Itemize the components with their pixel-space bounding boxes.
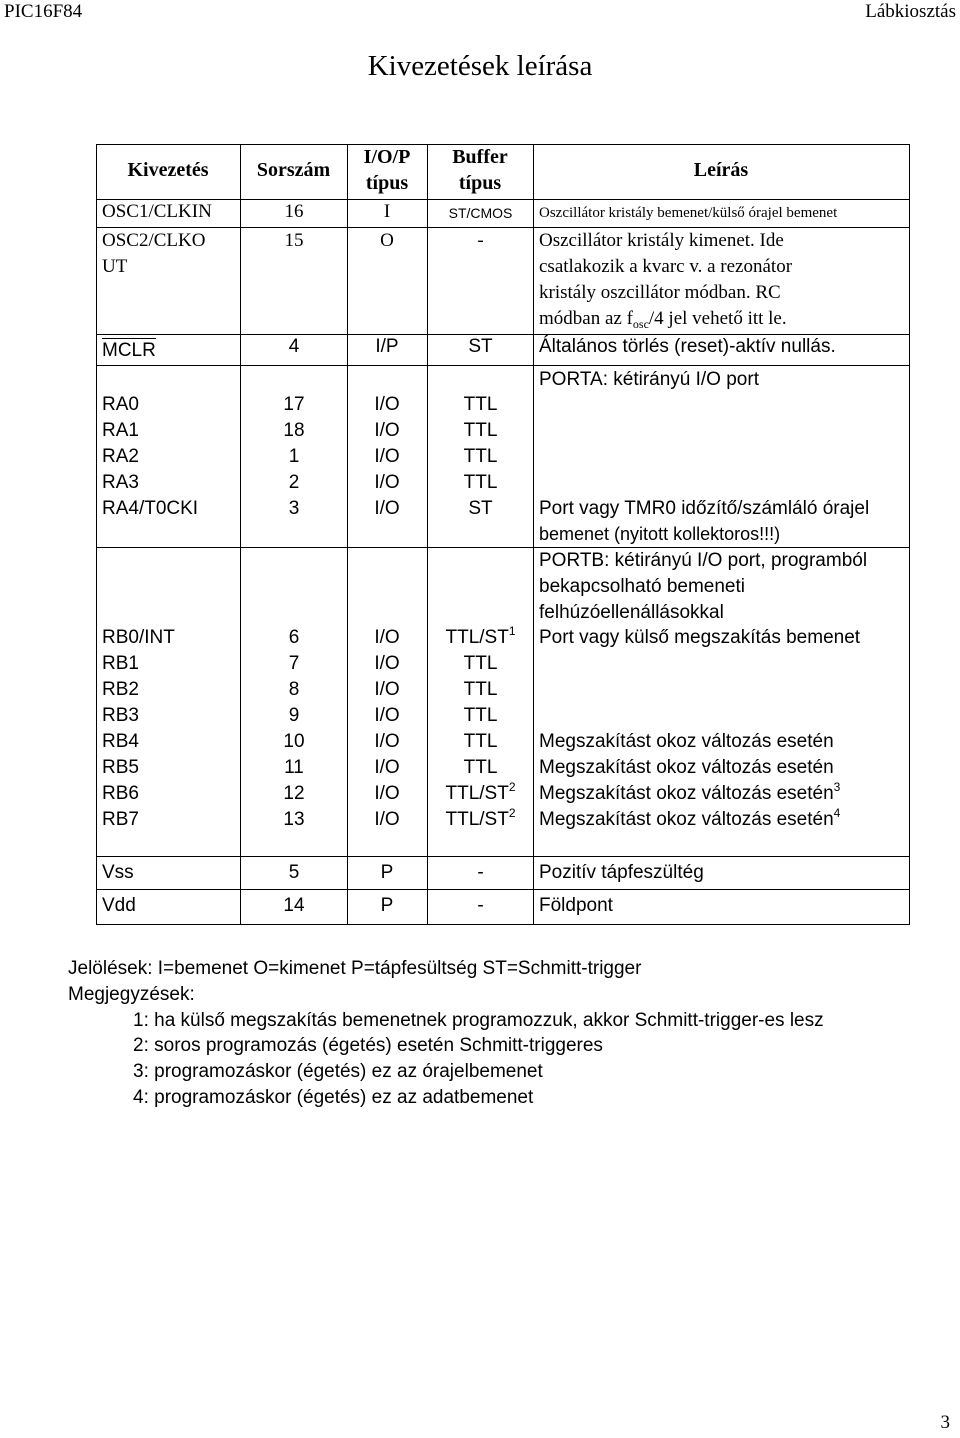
portb-num: 8 [288,679,300,700]
portb-desc-line3: felhúzóellenállásokkal [539,602,724,623]
porta-buffer: TTL [463,394,498,415]
osc1-desc: Oszcillátor kristály bemenet/külső órajel bemenet [539,205,838,221]
portb-buffer: TTL [463,679,498,700]
table-border-right [909,144,910,925]
note-item: 2: soros programozás (égetés) esetén Schmitt-triggeres [133,1035,603,1057]
portb-pin: RB7 [102,809,139,830]
portb-desc-footnote-mark: 3 [833,780,841,794]
porta-pin: RA2 [102,446,139,467]
portb-io: I/O [374,705,400,726]
portb-io: I/O [374,627,400,648]
legend-text: Jelölések: I=bemenet O=kimenet P=tápfesültség ST=Schmitt-trigger [68,958,642,979]
col-header-pin: Kivezetés [127,159,209,181]
col-header-io-line1: I/O/P [363,146,411,168]
row-separator [96,365,910,366]
notes-heading: Megjegyzések: [68,983,195,1005]
col-header-number: Sorszám [256,159,331,181]
portb-pin: RB3 [102,705,139,726]
portb-io: I/O [374,757,400,778]
portb-buffer-footnote-mark: 2 [508,806,516,820]
row-separator [96,144,910,145]
portb-num: 9 [288,705,300,726]
page-number: 3 [940,1412,950,1433]
portb-desc: Megszakítást okoz változás esetén [539,757,834,778]
vss-desc: Pozitív tápfeszültég [539,862,704,883]
porta-pin: RA3 [102,472,139,493]
porta-io: I/O [374,394,400,415]
porta-buffer: TTL [463,472,498,493]
osc2-desc-line2: csatlakozik a kvarc v. a rezonátor [539,256,793,277]
osc2-desc-line4: módban az $f_{osc}/4$ jel vehető itt le. [539,308,787,331]
porta-num: 2 [288,472,300,493]
col-header-buffer-line2: típus [458,172,502,194]
portb-num: 13 [283,809,305,830]
portb-pin: RB1 [102,653,139,674]
portb-pin: RB6 [102,783,139,804]
row-separator [96,924,910,925]
col-header-description: Leírás [693,159,749,181]
row-separator [96,856,910,857]
portb-desc-line2: bekapcsolható bemeneti [539,576,745,597]
vdd-io: P [380,895,394,916]
porta-buffer: TTL [463,446,498,467]
osc2-pin-line1: OSC2/CLKO [102,230,206,251]
portb-desc: Port vagy külső megszakítás bemenet [539,627,861,648]
row-separator [96,227,910,228]
porta-pin: RA1 [102,420,139,441]
mclr-buffer: ST [468,336,493,357]
note-item: 4: programozáskor (égetés) ez az adatbemenet [133,1086,534,1108]
mclr-pin: MCLR [102,340,156,361]
vss-buffer: - [477,862,484,883]
portb-num: 12 [283,783,305,804]
vdd-num: 14 [283,895,305,916]
row-separator [96,199,910,200]
porta-buffer: TTL [463,420,498,441]
notes-section [68,956,824,1111]
portb-buffer: TTL [463,653,498,674]
osc2-buffer: - [477,230,484,251]
portb-pin: RB0/INT [102,627,175,648]
portb-num: 7 [288,653,300,674]
note-item: 1: ha külső megszakítás bemenetnek programozzuk, akkor Schmitt-trigger-es lesz [133,1009,824,1031]
porta-buffer: ST [468,498,493,519]
vdd-pin: Vdd [102,895,136,916]
portb-buffer: TTL/$ST^2$ [445,780,516,804]
porta-io: I/O [374,446,400,467]
porta-io: I/O [374,420,400,441]
vdd-buffer: - [477,895,484,916]
porta-desc: PORTA: kétirányú I/O port [539,369,759,390]
osc2-desc-line3: kristály oszcillátor módban. RC [539,282,781,303]
osc1-buffer: ST/CMOS [448,205,513,221]
portb-buffer: TTL/$ST^2$ [445,806,516,830]
portb-io: I/O [374,653,400,674]
portb-io: I/O [374,731,400,752]
row-separator [96,334,910,335]
header-left: PIC16F84 [4,1,83,22]
osc2-desc-line1: Oszcillátor kristály kimenet. Ide [539,230,784,251]
portb-buffer-footnote-mark: 2 [508,780,516,794]
mclr-num: 4 [288,336,300,357]
row-separator [96,547,910,548]
osc1-num: 16 [284,201,304,222]
porta-num: 3 [288,498,300,519]
portb-num: 6 [288,627,300,648]
header-right: Lábkiosztás [865,1,956,22]
portb-desc: Megszakítást okoz változás esetén$^3$ [539,780,841,804]
col-header-io-line2: típus [365,172,409,194]
col-header-buffer-line1: Buffer [452,146,508,168]
vdd-desc: Földpont [539,895,613,916]
vss-io: P [380,862,394,883]
portb-io: I/O [374,783,400,804]
col-separator [240,144,241,925]
mclr-io: I/P [375,336,399,357]
osc2-io: O [380,230,394,251]
table-border-left [96,144,97,925]
note-item: 3: programozáskor (égetés) ez az órajelbemenet [133,1061,543,1083]
vss-pin: Vss [102,862,134,883]
portb-buffer: TTL [463,705,498,726]
portb-buffer: TTL/$ST^1$ [445,624,516,648]
portb-desc: Megszakítást okoz változás esetén$^4$ [539,806,841,830]
col-separator [347,144,348,925]
porta-num: 18 [283,420,305,441]
porta-num: 1 [288,446,300,467]
portb-pin: RB2 [102,679,139,700]
row-separator [96,889,910,890]
porta-io: I/O [374,498,400,519]
portb-desc-line1: PORTB: kétirányú I/O port, programból [539,550,868,571]
porta-io: I/O [374,472,400,493]
mclr-desc: Általános törlés (reset)-aktív nullás. [539,336,836,357]
portb-io: I/O [374,809,400,830]
ra4-desc-line2: bemenet (nyitott kollektoros!!!) [539,524,781,544]
col-separator [427,144,428,925]
porta-pin: RA0 [102,394,139,415]
ra4-desc-line1: Port vagy TMR0 időzítő/számláló órajel [539,498,870,519]
portb-buffer: TTL [463,757,498,778]
portb-desc-footnote-mark: 4 [833,806,841,820]
osc2-pin-line2: UT [102,256,128,277]
portb-pin: RB5 [102,757,139,778]
portb-buffer: TTL [463,731,498,752]
osc2-num: 15 [284,230,304,251]
osc1-io: I [383,201,391,222]
portb-pin: RB4 [102,731,139,752]
page-title: Kivezetések leírása [367,50,593,82]
portb-num: 10 [283,731,305,752]
col-separator [533,144,534,925]
porta-num: 17 [283,394,305,415]
portb-num: 11 [284,757,304,778]
osc1-pin: OSC1/CLKIN [102,201,212,222]
vss-num: 5 [288,862,300,883]
portb-buffer-footnote-mark: 1 [508,624,516,638]
portb-desc: Megszakítást okoz változás esetén [539,731,834,752]
portb-io: I/O [374,679,400,700]
porta-pin: RA4/T0CKI [102,498,199,519]
